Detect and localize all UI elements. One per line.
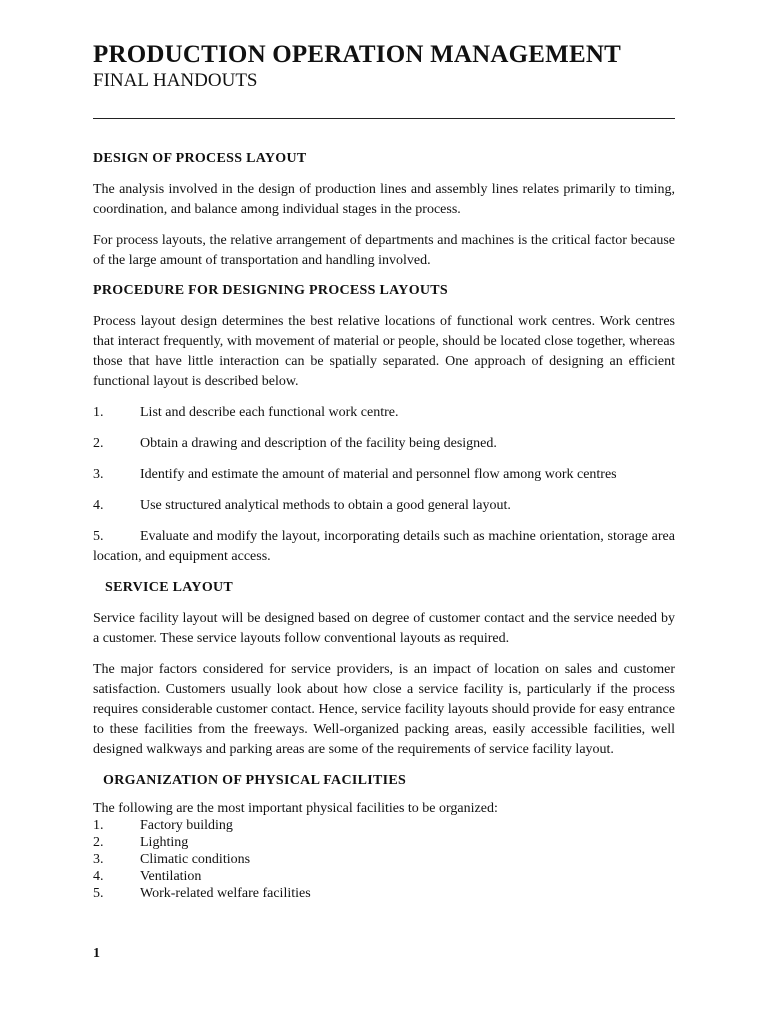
header-divider: [93, 118, 675, 119]
list-item: [93, 496, 675, 516]
list-number: 1.: [93, 405, 104, 420]
list-intro: [93, 800, 675, 817]
section-heading-service: SERVICE LAYOUT: [105, 580, 234, 595]
paragraph: The analysis involved in the design of production lines and assembly lines relates primarily to timing, coordination, and balance among individual stages in the process.: [93, 182, 675, 217]
list-text: Ventilation: [140, 869, 202, 884]
list-item: [93, 465, 675, 485]
list-text: Identify and estimate the amount of material and personnel flow among work centres: [140, 467, 617, 482]
list-text: Lighting: [140, 835, 189, 850]
list-text: Obtain a drawing and description of the facility being designed.: [140, 436, 497, 451]
paragraph: The major factors considered for service providers, is an impact of location on sales and customer satisfaction. Customers usually look about how close a service facility is, particularly if the process requires considerable customer contact. Hence, service facility layouts should provide for easy entrance to these facilities from the freeways. Well-organized packing areas, easily accessible facilities, well designed walkways and parking areas are some of the requirements of service facility layout.: [93, 662, 675, 757]
list-number: 3.: [93, 467, 104, 482]
list-item: [93, 817, 675, 834]
list-number: 3.: [93, 852, 104, 867]
paragraph: Process layout design determines the best relative locations of functional work centres. Work centres that interact frequently, with movement of material or people, should be located close together, whereas those that have little interaction can be spatially separated. One approach of designing an efficient functional layout is described below.: [93, 314, 675, 389]
document-subtitle: FINAL HANDOUTS: [93, 70, 258, 91]
list-number: 4.: [93, 869, 104, 884]
section-heading-design: DESIGN OF PROCESS LAYOUT: [93, 151, 307, 166]
document-title: PRODUCTION OPERATION MANAGEMENT: [93, 41, 621, 68]
list-intro-text: The following are the most important physical facilities to be organized:: [93, 801, 498, 816]
section-heading-procedure: PROCEDURE FOR DESIGNING PROCESS LAYOUTS: [93, 283, 449, 298]
list-text: Factory building: [140, 818, 233, 833]
list-text: List and describe each functional work centre.: [140, 405, 399, 420]
page-number: 1: [93, 946, 100, 961]
list-item: [93, 527, 675, 567]
list-number: 5.: [93, 529, 104, 544]
list-item: [93, 834, 675, 851]
paragraph: For process layouts, the relative arrangement of departments and machines is the critical factor because of the large amount of transportation and handling involved.: [93, 233, 675, 268]
list-text: Use structured analytical methods to obtain a good general layout.: [140, 498, 511, 513]
list-item: [93, 885, 675, 902]
list-item: [93, 851, 675, 868]
section-heading-organization: ORGANIZATION OF PHYSICAL FACILITIES: [103, 773, 407, 788]
list-number: 5.: [93, 886, 104, 901]
list-number: 2.: [93, 436, 104, 451]
list-text: Evaluate and modify the layout, incorporating details such as machine orientation, storage area location, and equipment access.: [93, 529, 675, 564]
list-item: [93, 868, 675, 885]
list-item: [93, 434, 675, 454]
document-page: [93, 40, 675, 902]
list-number: 4.: [93, 498, 104, 513]
paragraph: Service facility layout will be designed based on degree of customer contact and the service needed by a customer. These service layouts follow conventional layouts as required.: [93, 611, 675, 646]
list-item: [93, 403, 675, 423]
list-number: 1.: [93, 818, 104, 833]
list-text: Work-related welfare facilities: [140, 886, 311, 901]
list-text: Climatic conditions: [140, 852, 251, 867]
list-number: 2.: [93, 835, 104, 850]
